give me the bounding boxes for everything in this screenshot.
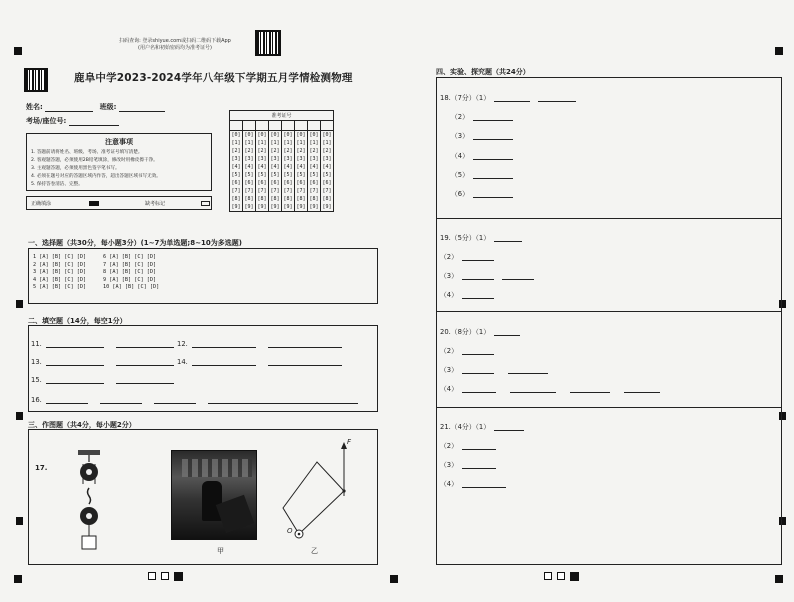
notice-list bbox=[27, 147, 211, 191]
exam-number-input[interactable] bbox=[295, 121, 308, 131]
q18-sub6: （6） bbox=[451, 190, 469, 198]
q18-1-blank-a[interactable] bbox=[494, 96, 530, 102]
q18-row-1 bbox=[440, 92, 576, 102]
notice-box bbox=[26, 133, 212, 191]
choice-row[interactable]: 5 [A] [B] [C] [D] bbox=[33, 284, 87, 291]
exam-digit-bubble[interactable]: [3] bbox=[283, 155, 293, 162]
query-line: 扫码查询: 登录shiyue.com或扫码二维码下载App bbox=[119, 38, 231, 44]
q16-blank-2[interactable] bbox=[100, 398, 142, 404]
label-yi: 乙 bbox=[311, 547, 318, 555]
exam-digit-bubble[interactable]: [5] bbox=[257, 172, 267, 179]
exam-digit-bubble[interactable]: [1] bbox=[244, 139, 254, 146]
exam-digit-bubble[interactable]: [4] bbox=[309, 163, 319, 170]
q18-4-blank[interactable] bbox=[473, 154, 513, 160]
q20-1-blank[interactable] bbox=[494, 330, 520, 336]
exam-digit-bubble[interactable]: [8] bbox=[322, 196, 332, 203]
alignment-mark-l3 bbox=[16, 517, 23, 525]
correct-fill-label: 正确填涂 bbox=[31, 201, 52, 207]
name-label: 姓名: bbox=[26, 103, 43, 111]
q15-row bbox=[31, 376, 174, 384]
choice-row[interactable]: 3 [A] [B] [C] [D] bbox=[33, 269, 87, 276]
q20-4-blank-a[interactable] bbox=[462, 387, 496, 393]
exam-digit-bubble[interactable]: [5] bbox=[270, 172, 280, 179]
q21-3-blank[interactable] bbox=[462, 463, 496, 469]
exam-digit-bubble[interactable]: [5] bbox=[283, 172, 293, 179]
exam-digit-bubble[interactable]: [2] bbox=[257, 147, 267, 154]
q19-3-blank-a[interactable] bbox=[462, 274, 494, 280]
q20-sub2: （2） bbox=[440, 347, 458, 355]
exam-digit-bubble[interactable]: [3] bbox=[270, 155, 280, 162]
q18-block bbox=[437, 78, 781, 219]
exam-digit-bubble[interactable]: [0] bbox=[322, 131, 332, 138]
q11-row bbox=[31, 340, 174, 348]
q18-row-2 bbox=[451, 111, 513, 121]
q21-4-blank[interactable] bbox=[462, 482, 506, 488]
exam-digit-bubble[interactable]: [4] bbox=[322, 163, 332, 170]
photo-jia bbox=[171, 450, 257, 540]
choice-row[interactable]: 1 [A] [B] [C] [D] bbox=[33, 254, 87, 260]
exam-digit-bubble[interactable]: [0] bbox=[244, 131, 254, 138]
notice-item: 2. 客观题答题，必须使用2B铅笔填涂，修改时用橡皮擦干净。 bbox=[31, 158, 158, 163]
name-row bbox=[26, 102, 165, 112]
q21-row-1 bbox=[440, 421, 524, 431]
q18-1-blank-b[interactable] bbox=[538, 96, 576, 102]
exam-digit-bubble[interactable]: [3] bbox=[322, 155, 332, 162]
q19-3-blank-b[interactable] bbox=[502, 274, 534, 280]
alignment-mark-l2 bbox=[16, 412, 23, 420]
q21-1-blank[interactable] bbox=[494, 425, 524, 431]
fill-example-box bbox=[26, 196, 212, 210]
q19-row-3 bbox=[440, 270, 534, 280]
exam-digit-bubble[interactable]: [8] bbox=[296, 196, 306, 203]
exam-digit-bubble[interactable]: [9] bbox=[296, 204, 306, 211]
alignment-mark-tr bbox=[775, 47, 783, 55]
page-mark-3 bbox=[174, 572, 183, 581]
exam-number-input[interactable] bbox=[230, 121, 243, 131]
alignment-mark-bc bbox=[390, 575, 398, 583]
q13-blank-1[interactable] bbox=[46, 360, 104, 366]
q19-1-blank[interactable] bbox=[494, 236, 522, 242]
class-field[interactable] bbox=[119, 104, 165, 112]
q21-label: 21.（4分）（1） bbox=[440, 423, 491, 431]
exam-digit-bubble[interactable]: [6] bbox=[296, 180, 306, 187]
notice-item: 3. 主观题答题，必须使用黑色签字笔书写。 bbox=[31, 166, 120, 171]
q14-blank-1[interactable] bbox=[192, 360, 256, 366]
exam-digit-bubble[interactable]: [1] bbox=[283, 139, 293, 146]
page-mark-1 bbox=[148, 572, 156, 580]
exam-digit-bubble[interactable]: [6] bbox=[322, 180, 332, 187]
exam-digit-bubble[interactable]: [9] bbox=[257, 204, 267, 211]
q18-6-blank[interactable] bbox=[473, 192, 513, 198]
q21-block bbox=[437, 408, 781, 564]
top-qr-code bbox=[255, 30, 281, 56]
exam-digit-bubble[interactable]: [4] bbox=[244, 163, 254, 170]
pulley-diagram bbox=[73, 444, 113, 554]
exam-digit-bubble[interactable]: [7] bbox=[257, 188, 267, 195]
exam-digit-bubble[interactable]: [7] bbox=[296, 188, 306, 195]
choice-row[interactable]: 8 [A] [B] [C] [D] bbox=[103, 269, 157, 276]
page-mark-2 bbox=[161, 572, 169, 580]
exam-digit-bubble[interactable]: [6] bbox=[257, 180, 267, 187]
exam-digit-bubble[interactable]: [3] bbox=[244, 155, 254, 162]
q20-3-blank-a[interactable] bbox=[462, 368, 494, 374]
exam-digit-bubble[interactable]: [7] bbox=[231, 188, 241, 195]
exam-digit-bubble[interactable]: [0] bbox=[257, 131, 267, 138]
choice-col-left bbox=[33, 254, 86, 292]
q13-blank-2[interactable] bbox=[116, 360, 174, 366]
q20-4-blank-c[interactable] bbox=[570, 387, 610, 393]
exam-number-input[interactable] bbox=[243, 121, 256, 131]
q21-row-3 bbox=[440, 459, 496, 469]
exam-digit-bubble[interactable]: [7] bbox=[309, 188, 319, 195]
q18-sub3: （3） bbox=[451, 132, 469, 140]
q19-sub2: （2） bbox=[440, 253, 458, 261]
exam-digit-bubble[interactable]: [7] bbox=[244, 188, 254, 195]
exam-number-input[interactable] bbox=[269, 121, 282, 131]
choice-row[interactable]: 9 [A] [B] [C] [D] bbox=[103, 276, 157, 283]
exam-digit-bubble[interactable]: [2] bbox=[270, 147, 280, 154]
exam-digit-bubble[interactable]: [9] bbox=[309, 204, 319, 211]
absent-mark-box[interactable] bbox=[201, 201, 210, 206]
absent-mark-label: 缺考标记 bbox=[145, 201, 166, 207]
exam-digit-bubble[interactable]: [1] bbox=[231, 139, 241, 146]
q13-row bbox=[31, 358, 174, 366]
q21-2-blank[interactable] bbox=[462, 444, 496, 450]
q12-blank-1[interactable] bbox=[192, 342, 256, 348]
exam-digit-bubble[interactable]: [7] bbox=[270, 188, 280, 195]
q20-block bbox=[437, 312, 781, 408]
section4-box bbox=[436, 77, 782, 565]
q11-label: 11. bbox=[31, 340, 42, 348]
exam-digit-bubble[interactable]: [2] bbox=[283, 147, 293, 154]
choice-row[interactable]: 6 [A] [B] [C] [D] bbox=[103, 254, 157, 260]
q19-sub3: （3） bbox=[440, 272, 458, 280]
exam-number-grid bbox=[229, 110, 334, 212]
exam-digit-bubble[interactable]: [7] bbox=[322, 188, 332, 195]
notice-item: 4. 必须在题号对应的答题区域内作答，超出答题区域书写无效。 bbox=[31, 174, 161, 179]
exam-digit-bubble[interactable]: [8] bbox=[270, 196, 280, 203]
q14-row bbox=[177, 358, 342, 366]
q20-4-blank-b[interactable] bbox=[510, 387, 556, 393]
exam-digit-bubble[interactable]: [5] bbox=[231, 172, 241, 179]
label-O: O bbox=[287, 527, 293, 535]
alignment-mark-tl bbox=[14, 47, 22, 55]
q20-row-3 bbox=[440, 364, 548, 374]
notice-item: 1. 答题前请将姓名、班级、考场、准考证号填写清楚。 bbox=[31, 150, 143, 155]
exam-digit-bubble[interactable]: [1] bbox=[309, 139, 319, 146]
exam-digit-bubble[interactable]: [0] bbox=[296, 131, 306, 138]
exam-digit-bubble[interactable]: [8] bbox=[231, 196, 241, 203]
q16-blank-4[interactable] bbox=[208, 398, 358, 404]
q20-2-blank[interactable] bbox=[462, 349, 494, 355]
exam-digit-bubble[interactable]: [2] bbox=[309, 147, 319, 154]
q21-row-4 bbox=[440, 478, 506, 488]
exam-digit-bubble[interactable]: [1] bbox=[257, 139, 267, 146]
q18-row-6 bbox=[451, 188, 513, 198]
q18-sub2: （2） bbox=[451, 113, 469, 121]
q18-sub5: （5） bbox=[451, 171, 469, 179]
exam-digit-bubble[interactable]: [8] bbox=[309, 196, 319, 203]
exam-digit-bubble[interactable]: [4] bbox=[296, 163, 306, 170]
exam-number-input[interactable] bbox=[321, 121, 334, 131]
q21-sub2: （2） bbox=[440, 442, 458, 450]
exam-digit-bubble[interactable]: [2] bbox=[244, 147, 254, 154]
correct-fill-sample bbox=[89, 201, 99, 206]
exam-digit-bubble[interactable]: [0] bbox=[270, 131, 280, 138]
q16-blank-3[interactable] bbox=[154, 398, 196, 404]
section1-title: 一、选择题（共30分，每小题3分）(1~7为单选题;8~10为多选题) bbox=[28, 239, 242, 247]
exam-digit-bubble[interactable]: [2] bbox=[231, 147, 241, 154]
q21-row-2 bbox=[440, 440, 496, 450]
q20-4-blank-d[interactable] bbox=[624, 387, 660, 393]
q19-block bbox=[437, 219, 781, 312]
exam-digit-bubble[interactable]: [0] bbox=[231, 131, 241, 138]
q18-label: 18.（7分）（1） bbox=[440, 94, 491, 102]
choice-row[interactable]: 2 [A] [B] [C] [D] bbox=[33, 261, 87, 268]
q15-blank-2[interactable] bbox=[116, 378, 174, 384]
exam-digit-bubble[interactable]: [3] bbox=[296, 155, 306, 162]
q12-label: 12. bbox=[177, 340, 188, 348]
q20-3-blank-b[interactable] bbox=[508, 368, 548, 374]
section1-box bbox=[28, 248, 378, 304]
page-mark-5 bbox=[557, 572, 565, 580]
exam-digit-bubble[interactable]: [9] bbox=[283, 204, 293, 211]
exam-digit-bubble[interactable]: [3] bbox=[231, 155, 241, 162]
exam-digit-bubble[interactable]: [9] bbox=[244, 204, 254, 211]
label-F: F bbox=[347, 438, 352, 446]
q11-blank-2[interactable] bbox=[116, 342, 174, 348]
class-label: 班级: bbox=[99, 103, 117, 111]
q20-label: 20.（8分）（1） bbox=[440, 328, 491, 336]
exam-digit-bubble[interactable]: [6] bbox=[244, 180, 254, 187]
q15-label: 15. bbox=[31, 376, 42, 384]
room-row bbox=[26, 116, 119, 126]
exam-digit-bubble[interactable]: [4] bbox=[270, 163, 280, 170]
q12-blank-2[interactable] bbox=[268, 342, 342, 348]
q21-sub4: （4） bbox=[440, 480, 458, 488]
alignment-mark-bl bbox=[14, 575, 22, 583]
exam-digit-bubble[interactable]: [2] bbox=[322, 147, 332, 154]
exam-digit-bubble[interactable]: [1] bbox=[270, 139, 280, 146]
exam-digit-bubble[interactable]: [5] bbox=[309, 172, 319, 179]
choice-col-right bbox=[103, 254, 159, 292]
q19-4-blank[interactable] bbox=[462, 293, 494, 299]
q18-3-blank[interactable] bbox=[473, 134, 513, 140]
exam-digit-bubble[interactable]: [5] bbox=[244, 172, 254, 179]
q19-2-blank[interactable] bbox=[462, 255, 494, 261]
exam-digit-bubble[interactable]: [9] bbox=[231, 204, 241, 211]
q17-label: 17. bbox=[35, 464, 48, 472]
q15-blank-1[interactable] bbox=[46, 378, 104, 384]
exam-digit-bubble[interactable]: [3] bbox=[309, 155, 319, 162]
q14-blank-2[interactable] bbox=[268, 360, 342, 366]
query-sub: (用户名和初始密码均为准考证号) bbox=[138, 45, 212, 51]
exam-digit-bubble[interactable]: [5] bbox=[322, 172, 332, 179]
exam-digit-bubble[interactable]: [0] bbox=[283, 131, 293, 138]
exam-digit-bubble[interactable]: [0] bbox=[309, 131, 319, 138]
q20-row-2 bbox=[440, 345, 494, 355]
exam-digit-bubble[interactable]: [4] bbox=[257, 163, 267, 170]
q16-row bbox=[31, 396, 358, 404]
exam-number-input[interactable] bbox=[308, 121, 321, 131]
exam-digit-bubble[interactable]: [1] bbox=[296, 139, 306, 146]
q18-2-blank[interactable] bbox=[473, 115, 513, 121]
choice-row[interactable]: 7 [A] [B] [C] [D] bbox=[103, 261, 157, 268]
exam-digit-bubble[interactable]: [7] bbox=[283, 188, 293, 195]
q20-row-4 bbox=[440, 383, 660, 393]
left-qr-code bbox=[24, 68, 48, 92]
exam-digit-bubble[interactable]: [8] bbox=[257, 196, 267, 203]
section2-title: 二、填空题（14分，每空1分） bbox=[28, 317, 127, 325]
q14-label: 14. bbox=[177, 358, 188, 366]
alignment-mark-l1 bbox=[16, 300, 23, 308]
q19-label: 19.（5分）（1） bbox=[440, 234, 491, 242]
q20-sub4: （4） bbox=[440, 385, 458, 393]
section4-title: 四、实验、探究题（共24分） bbox=[436, 68, 530, 76]
room-field[interactable] bbox=[69, 118, 119, 126]
q13-label: 13. bbox=[31, 358, 42, 366]
exam-digit-bubble[interactable]: [9] bbox=[270, 204, 280, 211]
notice-title: 注意事项 bbox=[105, 138, 133, 146]
q16-label: 16. bbox=[31, 396, 42, 404]
exam-digit-bubble[interactable]: [4] bbox=[283, 163, 293, 170]
q18-row-3 bbox=[451, 130, 513, 140]
q20-row-1 bbox=[440, 326, 520, 336]
exam-digit-bubble[interactable]: [5] bbox=[296, 172, 306, 179]
exam-digit-bubble[interactable]: [2] bbox=[296, 147, 306, 154]
q11-blank-1[interactable] bbox=[46, 342, 104, 348]
page-title: 鹿阜中学2023-2024学年八年级下学期五月学情检测物理 bbox=[74, 72, 353, 84]
q12-row bbox=[177, 340, 342, 348]
exam-number-input[interactable] bbox=[282, 121, 295, 131]
q18-row-5 bbox=[451, 169, 513, 179]
exam-number-title: 准考证号 bbox=[230, 111, 334, 121]
section3-title: 三、作图题（共4分，每小题2分） bbox=[28, 421, 136, 429]
exam-digit-bubble[interactable]: [8] bbox=[244, 196, 254, 203]
name-field[interactable] bbox=[45, 104, 93, 112]
exam-digit-bubble[interactable]: [1] bbox=[322, 139, 332, 146]
page-mark-4 bbox=[544, 572, 552, 580]
exam-digit-bubble[interactable]: [3] bbox=[257, 155, 267, 162]
q18-5-blank[interactable] bbox=[473, 173, 513, 179]
q21-sub3: （3） bbox=[440, 461, 458, 469]
q16-blank-1[interactable] bbox=[46, 398, 88, 404]
label-jia: 甲 bbox=[217, 547, 224, 555]
exam-digit-bubble[interactable]: [6] bbox=[309, 180, 319, 187]
exam-digit-bubble[interactable]: [6] bbox=[231, 180, 241, 187]
exam-number-input[interactable] bbox=[256, 121, 269, 131]
exam-digit-bubble[interactable]: [8] bbox=[283, 196, 293, 203]
exam-digit-bubble[interactable]: [6] bbox=[270, 180, 280, 187]
q19-row-2 bbox=[440, 251, 494, 261]
page-mark-6 bbox=[570, 572, 579, 581]
exam-digit-bubble[interactable]: [4] bbox=[231, 163, 241, 170]
section2-box bbox=[28, 325, 378, 412]
room-label: 考场/座位号: bbox=[26, 117, 67, 125]
exam-digit-bubble[interactable]: [6] bbox=[283, 180, 293, 187]
q19-row-1 bbox=[440, 232, 522, 242]
q19-sub4: （4） bbox=[440, 291, 458, 299]
exam-digit-bubble[interactable]: [9] bbox=[322, 204, 332, 211]
choice-row[interactable]: 4 [A] [B] [C] [D] bbox=[33, 276, 87, 283]
q18-sub4: （4） bbox=[451, 152, 469, 160]
alignment-mark-br bbox=[775, 575, 783, 583]
q19-row-4 bbox=[440, 289, 494, 299]
q20-sub3: （3） bbox=[440, 366, 458, 374]
notice-item: 5. 保持答卷清洁、完整。 bbox=[31, 182, 83, 187]
choice-row[interactable]: 10 [A] [B] [C] [D] bbox=[103, 284, 160, 291]
q18-row-4 bbox=[451, 150, 513, 160]
section3-box bbox=[28, 429, 378, 565]
